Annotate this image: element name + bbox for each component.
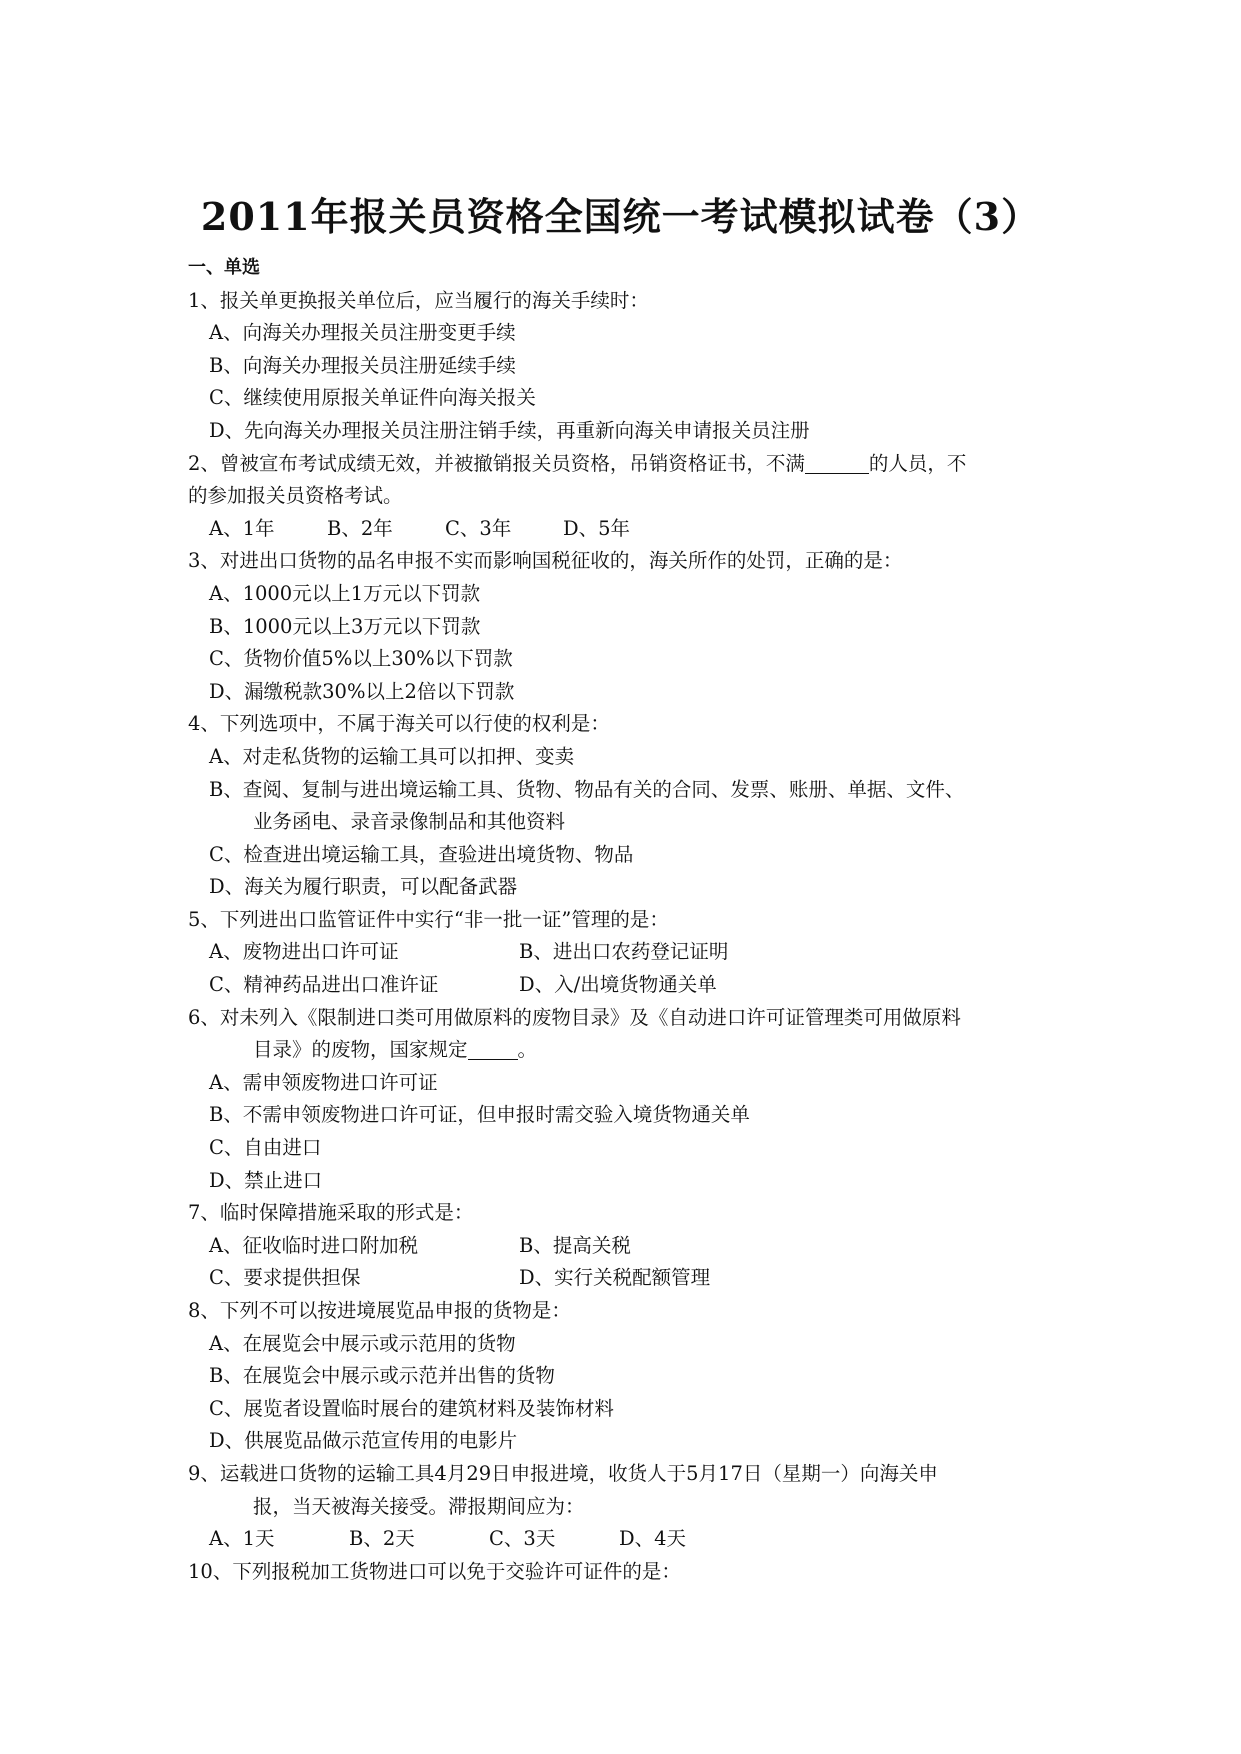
question-8-option-d: D、供展览品做示范宣传用的电影片 [209,1429,518,1453]
question-5-option-b: B、进出口农药登记证明 [519,940,729,964]
question-9-option-b: B、2天 [349,1527,415,1551]
question-8-option-b: B、在展览会中展示或示范并出售的货物 [209,1364,555,1388]
question-5-options-row-2 [188,969,1058,1002]
question-9-option-a: A、1天 [209,1527,275,1551]
question-9-options [188,1523,1058,1556]
question-8-option-c: C、展览者设置临时展台的建筑材料及装饰材料 [209,1396,614,1420]
question-7-option-a: A、征收临时进口附加税 [209,1233,419,1257]
question-10-stem: 10、下列报税加工货物进口可以免于交验许可证件的是： [188,1559,681,1583]
question-3-option-a: A、1000元以上1万元以下罚款 [209,581,481,605]
question-6-stem: 6、对未列入《限制进口类可用做原料的废物目录》及《自动进口许可证管理类可用做原料 [188,1005,961,1029]
question-5-option-c: C、精神药品进出口准许证 [209,973,439,997]
question-4-option-c: C、检查进出境运输工具，查验进出境货物、物品 [209,842,634,866]
question-6-option-d: D、禁止进口 [209,1168,323,1192]
question-4-stem: 4、下列选项中，不属于海关可以行使的权利是： [188,712,610,736]
question-5-option-a: A、废物进出口许可证 [209,940,399,964]
question-2-options [188,513,1058,546]
question-8-stem: 8、下列不可以按进境展览品申报的货物是： [188,1299,571,1322]
question-4-option-b: B、查阅、复制与进出境运输工具、货物、物品有关的合同、发票、账册、单据、文件、 [209,777,965,801]
question-6-option-c: C、自由进口 [209,1136,322,1160]
question-7-option-b: B、提高关税 [519,1233,631,1257]
question-7-option-c: C、要求提供担保 [209,1266,361,1290]
question-9-option-c: C、3天 [489,1527,556,1551]
question-7-option-d: D、实行关税配额管理 [519,1266,711,1290]
question-9-option-d: D、4天 [619,1527,687,1551]
question-7-options-row-1 [188,1230,1058,1263]
question-3-option-b: B、1000元以上3万元以下罚款 [209,614,481,638]
question-6-stem-continuation [188,1034,1058,1067]
question-1-stem: 1、报关单更换报关单位后，应当履行的海关手续时： [188,288,649,312]
question-4-option-d: D、海关为履行职责，可以配备武器 [209,875,518,899]
question-4-option-a: A、对走私货物的运输工具可以扣押、变卖 [209,744,575,768]
question-2-option-c: C、3年 [445,516,512,540]
question-1-option-c: C、继续使用原报关单证件向海关报关 [209,386,536,410]
question-6-stem-cont-after: 。 [517,1038,538,1062]
question-3-option-c: C、货物价值5%以上30%以下罚款 [209,647,513,671]
question-list [188,252,1058,1588]
question-4-option-b-continuation: 业务函电、录音录像制品和其他资料 [253,810,566,834]
question-3-stem: 3、对进出口货物的品名申报不实而影响国税征收的，海关所作的处罚，正确的是： [188,549,903,573]
question-2-stem [188,448,1058,481]
question-2-stem-after: 的人员，不 [868,451,967,475]
question-2-option-a: A、1年 [209,516,275,540]
question-3-option-d: D、漏缴税款30%以上2倍以下罚款 [209,679,515,703]
question-2-stem-before: 2、曾被宣布考试成绩无效，并被撤销报关员资格，吊销资格证书，不满 [188,451,805,475]
question-2-option-b: B、2年 [327,516,393,540]
question-1-option-b: B、向海关办理报关员注册延续手续 [209,353,516,377]
question-2-option-d: D、5年 [563,516,631,540]
answer-blank [805,451,869,474]
answer-blank [468,1037,518,1060]
question-9-stem: 9、运载进口货物的运输工具4月29日申报进境，收货人于5月17日（星期一）向海关申 [188,1461,938,1485]
question-7-options-row-2 [188,1262,1058,1295]
question-5-options-row-1 [188,936,1058,969]
question-6-stem-cont-before: 目录》的废物，国家规定 [253,1038,468,1062]
question-5-stem: 5、下列进出口监管证件中实行“非一批一证”管理的是： [188,907,669,931]
page-title: 2011年报关员资格全国统一考试模拟试卷（3） [200,194,1041,239]
question-1-option-d: D、先向海关办理报关员注册注销手续，再重新向海关申请报关员注册 [209,418,810,442]
question-2-stem-continuation: 的参加报关员资格考试。 [188,484,403,508]
question-6-option-a: A、需申领废物进口许可证 [209,1070,438,1094]
section-heading: 一、单选 [188,257,260,278]
question-1-option-a: A、向海关办理报关员注册变更手续 [209,321,516,345]
question-8-option-a: A、在展览会中展示或示范用的货物 [209,1331,516,1355]
question-9-stem-continuation: 报，当天被海关接受。滞报期间应为： [253,1494,585,1518]
question-5-option-d: D、入/出境货物通关单 [519,973,717,997]
question-6-option-b: B、不需申领废物进口许可证，但申报时需交验入境货物通关单 [209,1103,750,1127]
question-7-stem: 7、临时保障措施采取的形式是： [188,1201,474,1225]
